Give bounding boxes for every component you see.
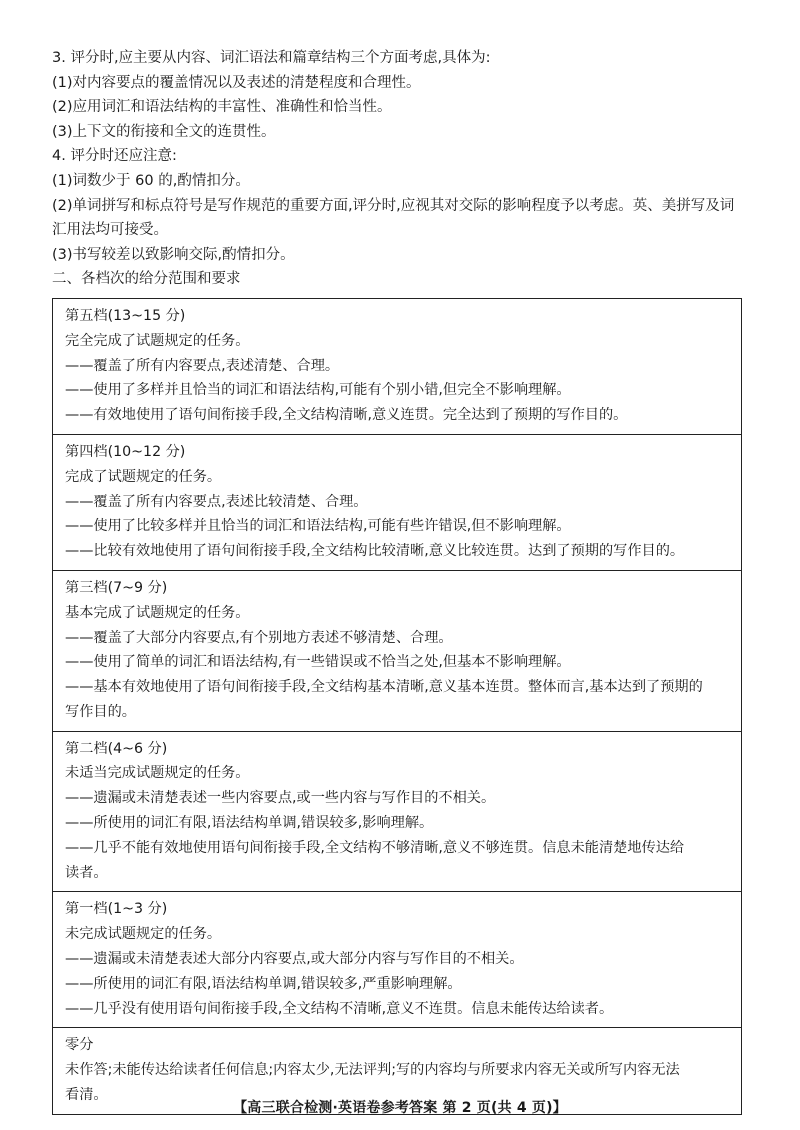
- band-title: 第五档(13~15 分): [65, 307, 186, 324]
- band-criterion: 未适当完成试题规定的任务。: [65, 765, 250, 782]
- band-criterion: ——所使用的词汇有限,语法结构单调,错误较多,严重影响理解。: [65, 975, 462, 992]
- band-criterion: ——所使用的词汇有限,语法结构单调,错误较多,影响理解。: [65, 815, 434, 832]
- band-cell: [53, 434, 741, 570]
- note-line: (3)上下文的衔接和全文的连贯性。: [52, 123, 276, 140]
- band-cell: [53, 891, 741, 1027]
- band-cell: [53, 731, 741, 892]
- note-line: (3)书写较差以致影响交际,酌情扣分。: [52, 246, 295, 263]
- band-criterion: ——几乎不能有效地使用语句间衔接手段,全文结构不够清晰,意义不够连贯。信息未能清楚地传达给: [65, 839, 685, 856]
- band-title: 第三档(7~9 分): [65, 579, 168, 596]
- note-line: (1)词数少于 60 的,酌情扣分。: [52, 172, 250, 189]
- band-criterion: ——比较有效地使用了语句间衔接手段,全文结构比较清晰,意义比较连贯。达到了预期的写作目的。: [65, 543, 685, 560]
- band-criterion: ——使用了比较多样并且恰当的词汇和语法结构,可能有些许错误,但不影响理解。: [65, 518, 571, 535]
- band-criterion: ——有效地使用了语句间衔接手段,全文结构清晰,意义连贯。完全达到了预期的写作目的。: [65, 407, 628, 424]
- scoring-notes: [52, 46, 752, 292]
- band-criterion: ——几乎没有使用语句间衔接手段,全文结构不清晰,意义不连贯。信息未能传达给读者。: [65, 1000, 614, 1017]
- band-criterion: 看清。: [65, 1087, 108, 1104]
- band-criterion: 读者。: [65, 864, 108, 881]
- band-criterion: ——覆盖了大部分内容要点,有个别地方表述不够清楚、合理。: [65, 629, 453, 646]
- note-line: 汇用法均可接受。: [52, 222, 168, 239]
- band-criterion: ——遗漏或未清楚表述一些内容要点,或一些内容与写作目的不相关。: [65, 790, 496, 807]
- band-criterion: ——覆盖了所有内容要点,表述比较清楚、合理。: [65, 493, 368, 510]
- band-criterion: 基本完成了试题规定的任务。: [65, 604, 250, 621]
- band-criterion: ——使用了简单的词汇和语法结构,有一些错误或不恰当之处,但基本不影响理解。: [65, 654, 571, 671]
- band-criterion: 完全完成了试题规定的任务。: [65, 332, 250, 349]
- note-line: (2)应用词汇和语法结构的丰富性、准确性和恰当性。: [52, 99, 392, 116]
- note-line: (2)单词拼写和标点符号是写作规范的重要方面,评分时,应视其对交际的影响程度予以考虑。英、美拼写及词: [52, 197, 735, 214]
- note-line: 4. 评分时还应注意:: [52, 148, 177, 165]
- band-criterion: ——覆盖了所有内容要点,表述清楚、合理。: [65, 357, 340, 374]
- band-criterion: ——使用了多样并且恰当的词汇和语法结构,可能有个别小错,但完全不影响理解。: [65, 382, 571, 399]
- band-title: 第一档(1~3 分): [65, 901, 168, 918]
- band-criterion: ——遗漏或未清楚表述大部分内容要点,或大部分内容与写作目的不相关。: [65, 951, 524, 968]
- band-title: 第二档(4~6 分): [65, 740, 168, 757]
- note-line: 二、各档次的给分范围和要求: [52, 271, 241, 288]
- band-criterion: ——基本有效地使用了语句间衔接手段,全文结构基本清晰,意义基本连贯。整体而言,基本达到了预期的: [65, 679, 703, 696]
- band-criterion: 完成了试题规定的任务。: [65, 468, 222, 485]
- band-cell: [53, 299, 741, 434]
- band-criterion: 未完成试题规定的任务。: [65, 926, 222, 943]
- band-title: 零分: [65, 1037, 94, 1054]
- grading-bands-table: [52, 298, 742, 1115]
- band-title: 第四档(10~12 分): [65, 443, 186, 460]
- document-body: [52, 46, 752, 1115]
- page-footer: 【高三联合检测·英语卷参考答案 第 2 页(共 4 页)】: [233, 1100, 567, 1116]
- note-line: (1)对内容要点的覆盖情况以及表述的清楚程度和合理性。: [52, 74, 421, 91]
- note-line: 3. 评分时,应主要从内容、词汇语法和篇章结构三个方面考虑,具体为:: [52, 50, 491, 66]
- band-criterion: 写作目的。: [65, 703, 136, 720]
- band-criterion: 未作答;未能传达给读者任何信息;内容太少,无法评判;写的内容均与所要求内容无关或所写内容无法: [65, 1062, 680, 1079]
- band-cell: [53, 570, 741, 731]
